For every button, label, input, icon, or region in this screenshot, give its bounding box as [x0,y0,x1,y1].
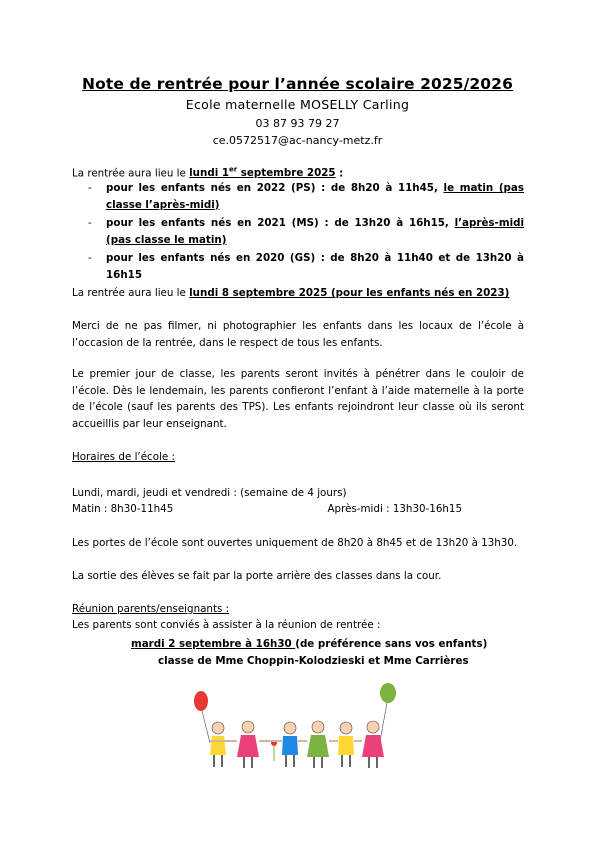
school-phone: 03 87 93 79 27 [255,117,340,130]
schedule-days: Lundi, mardi, jeudi et vendredi : (semaine de 4 jours) [72,487,347,499]
meeting-intro: Les parents sont conviés à assister à la réunion de rentrée : [72,619,381,631]
rentree-line-1 [72,162,524,182]
meeting-date [131,638,487,650]
rentree-date-1-end: septembre 2025 [237,167,336,180]
rentree-date-2: lundi 8 septembre 2025 (pour les enfants nés en 2023) [189,287,510,299]
bullet-dash: - [88,252,92,264]
schedule-morning: Matin : 8h30-11h45 [72,503,174,515]
school-email: ce.0572517@ac-nancy-metz.fr [212,134,383,147]
bullet-text [106,180,524,213]
bullet-text [106,215,524,248]
meeting-classes: classe de Mme Choppin-Kolodzieski et Mme Carrières [158,655,469,667]
rentree-date-1 [189,167,335,179]
bullet-text-underlined: l’après-midi (pas classe le matin) [106,217,524,246]
meeting-date-note: (de préférence sans vos enfants) [295,638,488,650]
children-balloons-icon [190,683,405,773]
bullet-text-underlined: le matin (pas classe l’après-midi) [106,182,525,211]
rentree-date-1-sup: er [229,166,238,174]
bullet-text-plain: pour les enfants nés en 2021 (MS) : de 13h20 à 16h15, [106,217,455,229]
rentree-line-2 [72,285,524,302]
meeting-date-underlined: mardi 2 septembre à 16h30 [131,638,296,650]
document-title: Note de rentrée pour l’année scolaire 2025/2026 [82,75,513,93]
bullet-dash: - [88,217,92,229]
bullet-text-plain: pour les enfants nés en 2022 (PS) : de 8h20 à 11h45, [106,182,444,194]
schedule-afternoon: Après-midi : 13h30-16h15 [327,503,462,515]
bullet-dash: - [88,182,92,194]
schedule-doors: Les portes de l’école sont ouvertes uniquement de 8h20 à 8h45 et de 13h20 à 13h30. [72,537,518,549]
paragraph-filming: Merci de ne pas filmer, ni photographier les enfants dans les locaux de l’école à l’occasion de la rentrée, dans le respect de tous les enfants. [72,320,524,349]
schedule-exit: La sortie des élèves se fait par la porte arrière des classes dans la cour. [72,570,442,582]
schedule-hours-row [72,501,524,518]
paragraph-first-day: Le premier jour de classe, les parents seront invités à pénétrer dans le couloir de l’école. Dès le lendemain, les parents confieront l’enfant à l’aide maternelle à la porte de l’école (sauf les parents des TPS). Les enfants rejoindront leur classe où ils seront accueillis par leur enseignant. [72,368,524,430]
school-name: Ecole maternelle MOSELLY Carling [185,97,410,112]
rentree-colon: : [335,167,344,180]
rentree-date-1-main: lundi 1 [189,167,229,180]
rentree-intro-2: La rentrée aura lieu le [72,287,190,299]
bullet-text [106,250,524,283]
schedule-heading: Horaires de l’école : [72,451,175,463]
rentree-intro-1: La rentrée aura lieu le [72,167,190,180]
meeting-heading: Réunion parents/enseignants : [72,603,230,615]
bullet-text-plain: pour les enfants nés en 2020 (GS) : de 8h20 à 11h40 et de 13h20 à 16h15 [106,252,524,281]
